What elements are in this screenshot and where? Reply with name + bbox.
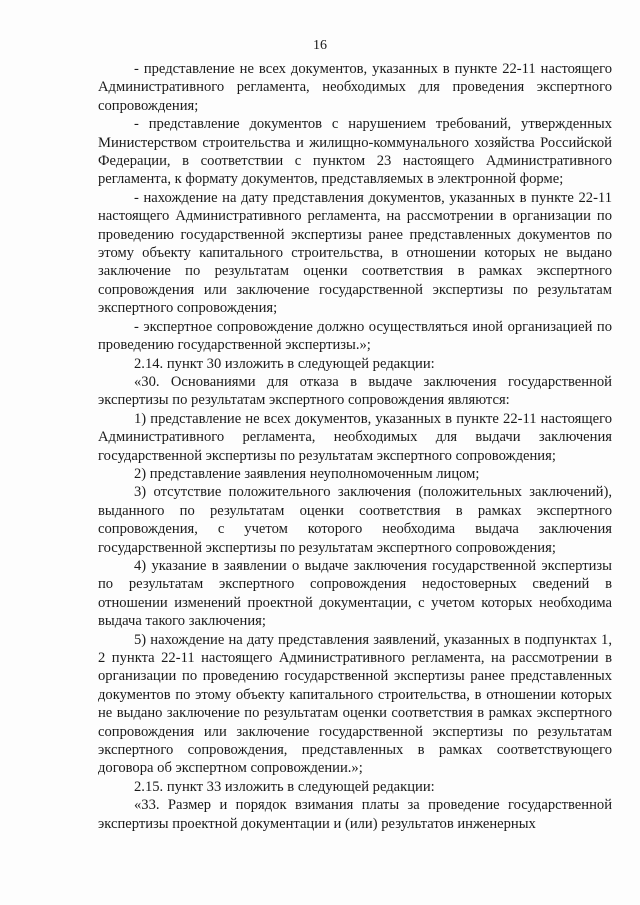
- paragraph-bullet-1: - представление не всех документов, указанных в пункте 22-11 настоящего Административного регламента, необходимых для проведения экспертного сопровождения;: [98, 61, 612, 114]
- page-number: 16: [313, 38, 327, 53]
- paragraph-item-1: 1) представление не всех документов, указанных в пункте 22-11 настоящего Административного регламента, необходимых для выдачи заключения государственной экспертизы по результатам экспертного сопровождения;: [98, 410, 612, 464]
- paragraph-bullet-3: - нахождение на дату представления документов, указанных в пункте 22-11 настоящего Административного регламента, на рассмотрении в организации по проведению государственной экспертизы ранее представленных документов по этому объекту капитального строительства, в отношении которых не выдано заключение по результатам оценки соответствия в рамках экспертного сопровождения или заключение государственной экспертизы по результатам экспертного сопровождения;: [98, 189, 612, 317]
- paragraph-item-2: 2) представление заявления неуполномоченным лицом;: [134, 465, 480, 482]
- paragraph-item-3: 3) отсутствие положительного заключения (положительных заключений), выданного по результатам оценки соответствия в рамках экспертного сопровождения, с учетом которого необходима выдача заключения государственной экспертизы по результатам экспертного сопровождения;: [98, 484, 612, 556]
- paragraph-item-5: 5) нахождение на дату представления заявлений, указанных в подпунктах 1, 2 пункта 22-11 настоящего Административного регламента, на рассмотрении в организации по проведению государственной экспертизы ранее представленных документов по этому объекту капитального строительства, в отношении которых не выдано заключение по результатам оценки соответствия в рамках экспертного сопровождения или заключение государственной экспертизы по результатам экспертного сопровождения, представленных в рамках соответствующего договора об экспертном сопровождении.»;: [98, 631, 612, 777]
- paragraph-clause-33: «33. Размер и порядок взимания платы за проведение государственной экспертизы проектной документации и (или) результатов инженерных: [98, 797, 612, 832]
- paragraph-item-4: 4) указание в заявлении о выдаче заключения государственной экспертизы по результатам экспертного сопровождения недостоверных сведений в отношении изменений проектной документации, с учетом которых необходима выдача такого заключения;: [98, 557, 612, 630]
- paragraph-bullet-4: - экспертное сопровождение должно осуществляться иной организацией по проведению государственной экспертизы.»;: [98, 318, 612, 354]
- paragraph-bullet-2: - представление документов с нарушением требований, утвержденных Министерством строительства и жилищно-коммунального хозяйства Российской Федерации, в соответствии с пунктом 23 настоящего Административного регламента, к формату документов, представляемых в электронной форме;: [98, 116, 612, 188]
- paragraph-clause-30: «30. Основаниями для отказа в выдаче заключения государственной экспертизы по результатам экспертного сопровождения являются:: [98, 373, 612, 409]
- paragraph-amendment-2-14: 2.14. пункт 30 изложить в следующей редакции:: [134, 355, 435, 372]
- paragraph-amendment-2-15: 2.15. пункт 33 изложить в следующей редакции:: [134, 778, 435, 795]
- document-body: [98, 60, 612, 833]
